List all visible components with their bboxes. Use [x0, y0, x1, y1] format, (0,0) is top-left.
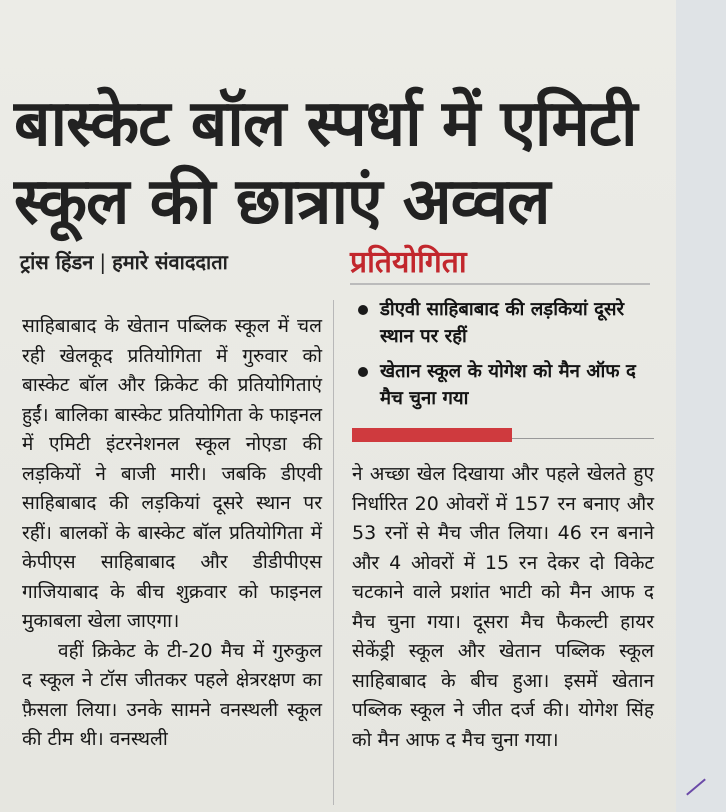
- article-column-right: [352, 460, 654, 755]
- byline-separator: |: [99, 250, 107, 274]
- bullet-dot-icon: [358, 305, 368, 315]
- byline-location: ट्रांस हिंडन: [20, 250, 94, 274]
- headline-line-2: स्कूल की छात्राएं अव्वल: [14, 164, 550, 239]
- article-column-left: [22, 312, 322, 755]
- accent-bar-rule: [512, 438, 654, 439]
- article-paragraph: वहीं क्रिकेट के टी-20 मैच में गुरुकुल द स्कूल ने टॉस जीतकर पहले क्षेत्ररक्षण का फ़ैसला लिया। उनके सामने वनस्थली स्कूल की टीम थी। वनस्थली: [22, 639, 322, 750]
- article-paragraph: साहिबाबाद के खेतान पब्लिक स्कूल में चल रही खेलकूद प्रतियोगिता में गुरुवार को बास्केट बॉल और क्रिकेट की प्रतियोगिताएं हुईं। बालिका बास्केट प्रतियोगिता के फाइनल में एमिटी इंटरनेशनल स्कूल नोएडा की लड़कियों ने बाजी मारी। जबकि डीएवी साहिबाबाद की लड़कियां दूसरे स्थान पर रहीं। बालकों के बास्केट बॉल प्रतियोगिता में केपीएस साहिबाबाद और डीडीपीएस गाजियाबाद के बीच शुक्रवार को फाइनल मुकाबला खेला जाएगा।: [22, 315, 322, 632]
- byline-reporter: हमारे संवाददाता: [112, 250, 228, 274]
- headline-line-1: बास्केट बॉल स्पर्धा में एमिटी: [14, 86, 637, 161]
- column-divider: [333, 300, 334, 805]
- bullet-dot-icon: [358, 367, 368, 377]
- bullet-text: डीएवी साहिबाबाद की लड़कियां दूसरे स्थान पर रहीं: [380, 299, 625, 347]
- headline: [14, 85, 654, 241]
- adjacent-page-edge: [676, 0, 726, 812]
- bullet-item: [354, 296, 654, 350]
- byline: [20, 248, 228, 275]
- section-label: प्रतियोगिता: [350, 245, 467, 280]
- bullet-item: [354, 358, 654, 412]
- bullet-text: खेतान स्कूल के योगेश को मैन ऑफ द मैच चुना गया: [380, 361, 636, 409]
- article-paragraph: ने अच्छा खेल दिखाया और पहले खेलते हुए निर्धारित 20 ओवरों में 157 रन बनाए और 53 रनों से मैच जीत लिया। 46 रन बनाने और 4 ओवरों में 15 रन देकर दो विकेट चटकाने वाले प्रशांत भाटी को मैन आफ द मैच चुना गया। दूसरा मैच फैकल्टी हायर सेकेंड्री स्कूल और खेतान पब्लिक स्कूल साहिबाबाद के बीच हुआ। इसमें खेतान पब्लिक स्कूल ने जीत दर्ज की। योगेश सिंह को मैन आफ द मैच चुना गया।: [352, 463, 654, 751]
- highlight-bullets: [354, 296, 654, 420]
- red-accent-bar: [352, 428, 512, 442]
- section-rule: [350, 283, 650, 285]
